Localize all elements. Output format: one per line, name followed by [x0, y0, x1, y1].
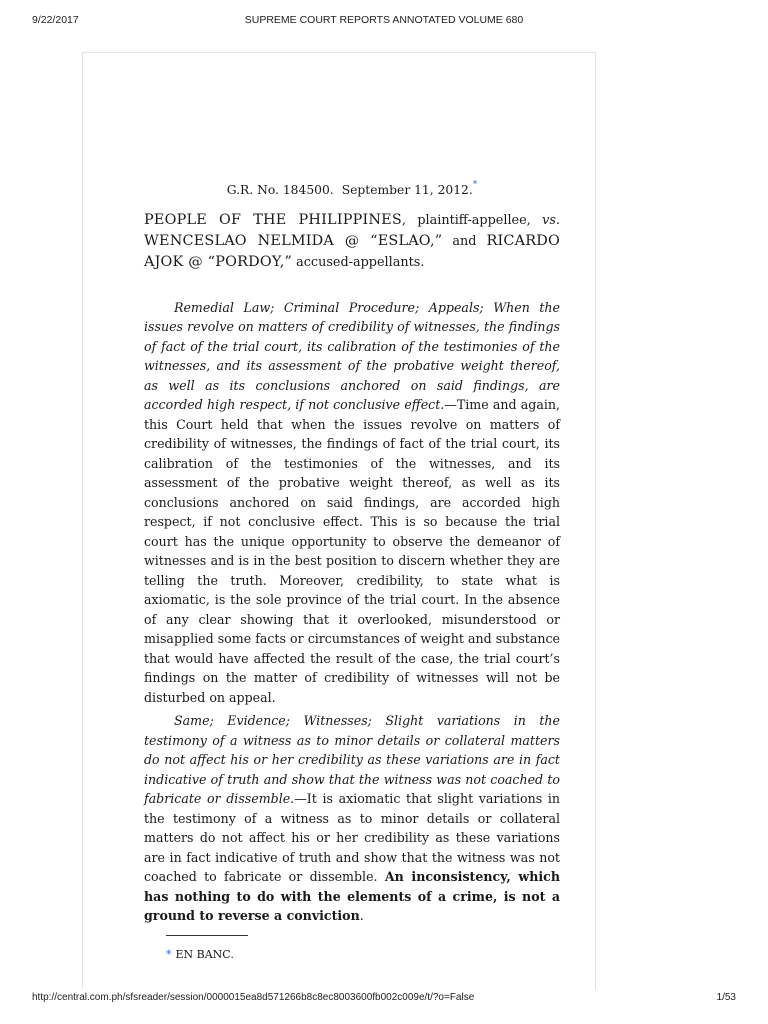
syllabus-paragraph-1	[144, 298, 560, 708]
footnote-divider	[166, 935, 248, 936]
syllabus-body-1: —Time and again, this Court held that when the issues revolve on matters of credibility of witnesses, the findings of fact of the trial court, its calibration of the testimonies of the witnesses, and its assessment of the probative weight thereof, as well as its conclusions anchored on said findings, are accorded high respect, if not conclusive effect. This is so because the trial court has the unique opportunity to observe the demeanor of witnesses and is in the best position to discern whether they are telling the truth. Moreover, credibility, to state what is axiomatic, is the sole province of the trial court. In the absence of any clear showing that it overlooked, misunderstood or misapplied some facts or circumstances of weight and substance that would have affected the result of the case, the trial court’s findings on the matter of credibility of witnesses will not be disturbed on appeal.	[144, 397, 561, 705]
syllabus-emphasis-2: An inconsistency, which has nothing to do with the elements of a crime, is not a ground to reverse a conviction	[144, 869, 560, 923]
party-conjunction: and	[442, 233, 487, 249]
document-content	[144, 176, 560, 929]
print-date: 9/22/2017	[32, 14, 79, 26]
party-plaintiff: PEOPLE OF THE PHILIPPINES	[144, 211, 402, 228]
syllabus-heading-2: Same; Evidence; Witnesses; Slight variations in the testimony of a witness as to minor details or collateral matters do not affect his or her credibility as these variations are in fact indicative of truth and show that the witness was not coached to fabricate or dissemble.	[144, 713, 560, 806]
print-url: http://central.com.ph/sfsreader/session/0000015ea8d571266b8c8ec8003600fb002c009e/t/?o=False	[32, 992, 475, 1003]
party-plaintiff-role: , plaintiff-appellee,	[401, 212, 543, 228]
footnote-text: EN BANC.	[175, 948, 234, 961]
party-accused-2: RICARDO AJOK @ “PORDOY,”	[144, 232, 561, 270]
syllabus-heading-1: Remedial Law; Criminal Procedure; Appeals; When the issues revolve on matters of credibility of witnesses, the findings of fact of the trial court, its calibration of the testimonies of the witnesses, and its assessment of the probative weight thereof, as well as its conclusions anchored on said findings, are accorded high respect, if not conclusive effect.	[144, 299, 560, 412]
print-title: SUPREME COURT REPORTS ANNOTATED VOLUME 680	[244, 14, 524, 26]
footnote-reference-link[interactable]: *	[472, 180, 478, 190]
print-footer	[32, 992, 736, 1008]
page-indicator: 1/53	[716, 992, 736, 1003]
syllabus-paragraph-2	[144, 711, 560, 926]
party-accused-1: WENCESLAO NELMIDA @ “ESLAO,”	[144, 232, 443, 249]
versus-label: vs.	[542, 212, 560, 228]
gr-number: G.R. No. 184500.	[226, 183, 334, 197]
print-header	[32, 14, 736, 30]
party-accused-role: accused-appellants.	[292, 254, 425, 270]
syllabus-body-2: —It is axiomatic that slight variations in the testimony of a witness as to minor details or collateral matters do not affect his or her credibility as these variations are in fact indicative of truth and show that the witness was not coached to fabricate or dissemble.	[144, 791, 560, 884]
case-gr-line	[144, 176, 560, 201]
footnote	[166, 948, 234, 961]
syllabus-tail-2: .	[359, 908, 364, 923]
footnote-marker-link[interactable]: *	[166, 948, 172, 961]
case-parties	[144, 210, 560, 273]
case-date: September 11, 2012.	[341, 183, 473, 197]
